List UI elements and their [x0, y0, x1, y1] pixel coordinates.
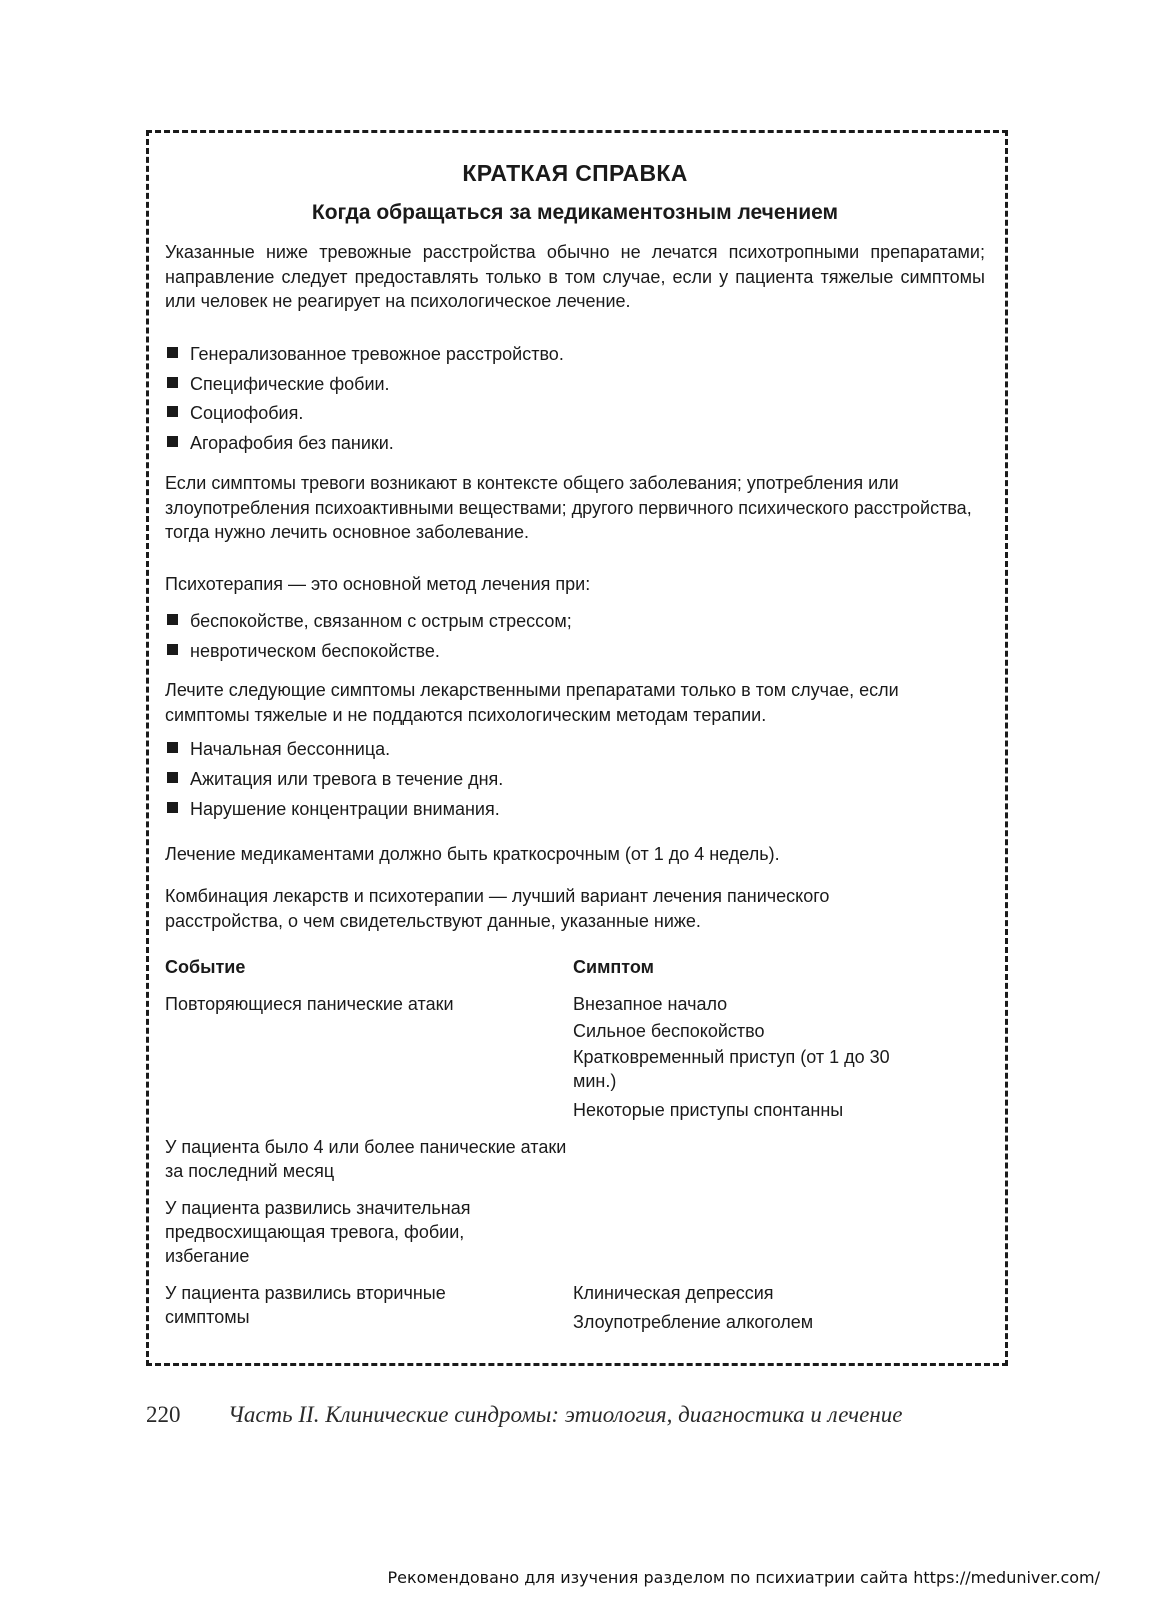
square-bullet-icon [167, 802, 178, 813]
event-cell: У пациента было 4 или более панические атаки за последний месяц [165, 1137, 567, 1181]
square-bullet-icon [167, 406, 178, 417]
list-item: невротическом беспокойстве. [165, 639, 440, 663]
source-credit: Рекомендовано для изучения разделом по психиатрии сайта https://meduniver.com/ [387, 1568, 1100, 1587]
quick-reference-box [146, 130, 1008, 1366]
psychotherapy-intro: Психотерапия — это основной метод лечения при: [165, 574, 591, 594]
square-bullet-icon [167, 644, 178, 655]
symptom-cell: Кратковременный приступ (от 1 до 30 мин.) [573, 1047, 890, 1091]
event-cell: У пациента развились значительная предвосхищающая тревога, фобии, избегание [165, 1198, 471, 1266]
symptom-cell: Некоторые приступы спонтанны [573, 1100, 844, 1120]
symptom-cell: Внезапное начало [573, 994, 728, 1014]
secondary-paragraph: Если симптомы тревоги возникают в контексте общего заболевания; употребления или злоупотребления психоактивными веществами; другого первичного психического расстройства, тогда нужно лечить основное заболевание. [165, 473, 972, 542]
list-item: Нарушение концентрации внимания. [165, 797, 500, 821]
square-bullet-icon [167, 772, 178, 783]
running-caption: Часть II. Клинические синдромы: этиология, диагностика и лечение [228, 1402, 903, 1427]
square-bullet-icon [167, 436, 178, 447]
combination-paragraph: Комбинация лекарств и психотерапии — лучший вариант лечения панического расстройства, о чем свидетельствуют данные, указанные ниже. [165, 886, 830, 931]
list-item: Ажитация или тревога в течение дня. [165, 767, 503, 791]
square-bullet-icon [167, 614, 178, 625]
list-item: беспокойстве, связанном с острым стрессом; [165, 609, 572, 633]
square-bullet-icon [167, 347, 178, 358]
table-header-event: Событие [165, 957, 246, 977]
box-subtitle: Когда обращаться за медикаментозным лечением [311, 201, 839, 224]
duration-paragraph: Лечение медикаментами должно быть краткосрочным (от 1 до 4 недель). [165, 844, 780, 864]
symptom-cell: Злоупотребление алкоголем [573, 1312, 814, 1332]
box-title: КРАТКАЯ СПРАВКА [462, 160, 688, 186]
symptom-cell: Клиническая депрессия [573, 1283, 774, 1303]
square-bullet-icon [167, 742, 178, 753]
medication-intro: Лечите следующие симптомы лекарственными препаратами только в том случае, если симптомы тяжелые и не поддаются психологическим методам терапии. [165, 680, 899, 725]
event-cell: Повторяющиеся панические атаки [165, 994, 454, 1014]
table-header-symptom: Симптом [573, 957, 654, 977]
symptom-cell: Сильное беспокойство [573, 1021, 765, 1041]
square-bullet-icon [167, 377, 178, 388]
list-item: Специфические фобии. [165, 372, 390, 396]
list-item: Социофобия. [165, 401, 303, 425]
intro-paragraph: Указанные ниже тревожные расстройства обычно не лечатся психотропными препаратами; направление следует предоставлять только в том случае, если у пациента тяжелые симптомы или человек не реагирует на психологическое лечение. [165, 242, 985, 311]
page-footer [146, 1402, 966, 1428]
list-item: Начальная бессонница. [165, 737, 390, 761]
page-number: 220 [146, 1402, 181, 1427]
list-item: Агорафобия без паники. [165, 431, 394, 455]
event-cell: У пациента развились вторичные симптомы [165, 1283, 446, 1327]
list-item: Генерализованное тревожное расстройство. [165, 342, 564, 366]
